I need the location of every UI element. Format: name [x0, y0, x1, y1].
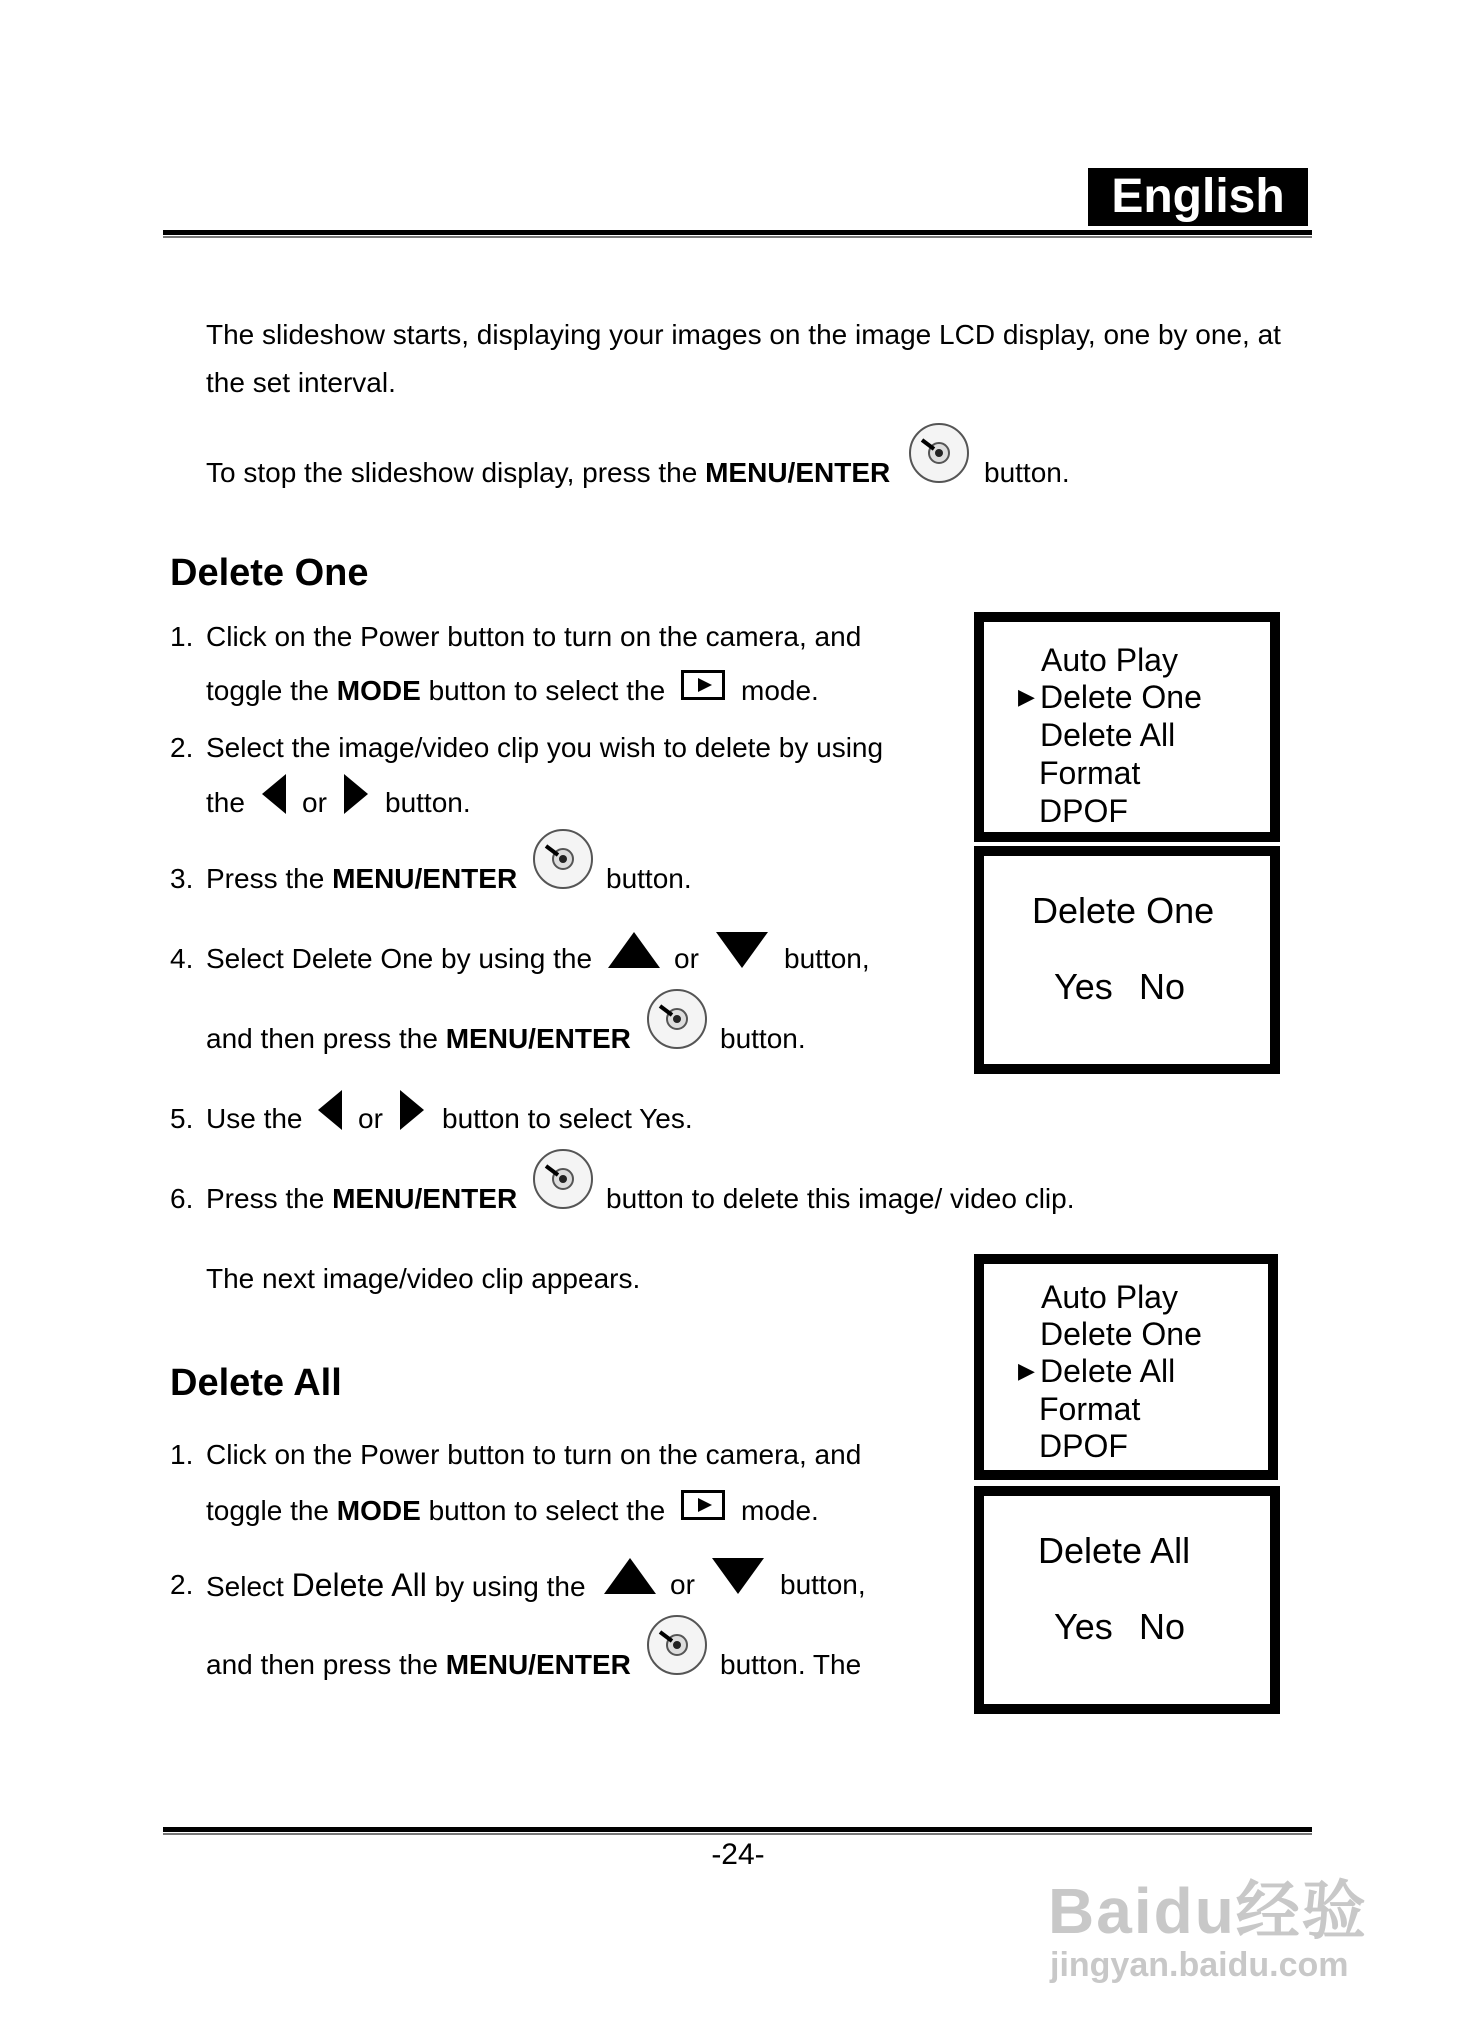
- step-4-post: button,: [784, 943, 870, 974]
- step-4-or: or: [674, 943, 699, 974]
- right-arrow-icon: [344, 774, 368, 814]
- intro-stop-post: button.: [984, 457, 1070, 488]
- lcd-menu-item: DPOF: [1039, 793, 1128, 829]
- step-number: 2.: [170, 732, 194, 763]
- lcd-menu-delete-one: [974, 612, 1280, 842]
- step-5-post: button to select Yes.: [442, 1103, 693, 1134]
- playback-mode-icon: [681, 670, 725, 700]
- step-4-line-2: and then press the MENU/ENTER: [206, 1023, 631, 1054]
- footer-rule: [163, 1827, 1312, 1832]
- watermark-url: jingyan.baidu.com: [1050, 1946, 1349, 1984]
- lcd-menu-item: Auto Play: [1041, 1279, 1178, 1315]
- lcd-menu-item: Delete One: [1040, 1316, 1202, 1352]
- step-6-line-2: The next image/video clip appears.: [206, 1263, 641, 1294]
- section-heading-delete-one: Delete One: [170, 552, 369, 594]
- menu-enter-button-icon: [646, 988, 708, 1050]
- selection-pointer-icon: ▶: [1018, 684, 1035, 709]
- page-number: -24-: [711, 1838, 765, 1871]
- lcd-confirm-delete-one: [974, 846, 1280, 1074]
- lcd-menu-delete-all: [974, 1254, 1278, 1480]
- intro-stop-text: To stop the slideshow display, press the MENU/ENTER: [206, 457, 891, 488]
- step-number: 5.: [170, 1103, 194, 1134]
- step-4-line-2-post: button.: [720, 1023, 806, 1054]
- lcd-confirm-title: Delete All: [1038, 1530, 1191, 1571]
- da-step-2-or: or: [670, 1569, 695, 1600]
- menu-enter-button-icon: [908, 422, 970, 484]
- menu-enter-button-icon: [646, 1614, 708, 1676]
- step-2-line-1: Select the image/video clip you wish to delete by using: [206, 732, 884, 763]
- step-1-line-2: toggle the MODE button to select the: [206, 675, 666, 706]
- lcd-menu-item: Format: [1039, 755, 1141, 791]
- playback-mode-icon: [681, 1490, 725, 1520]
- da-step-1-line-1: Click on the Power button to turn on the camera, and: [206, 1439, 862, 1470]
- step-number: 6.: [170, 1183, 194, 1214]
- lcd-yes-option: Yes: [1054, 1606, 1113, 1647]
- language-badge: English: [1088, 168, 1308, 226]
- step-3-text: Press the MENU/ENTER: [206, 863, 518, 894]
- left-arrow-icon: [262, 774, 286, 814]
- left-arrow-icon: [318, 1090, 342, 1130]
- section-heading-delete-all: Delete All: [170, 1362, 342, 1404]
- lcd-menu-item: Delete All: [1040, 717, 1176, 753]
- down-arrow-icon: [716, 932, 768, 968]
- lcd-menu-item: Delete One: [1040, 679, 1202, 715]
- down-arrow-icon: [712, 1558, 764, 1594]
- lcd-no-option: No: [1139, 966, 1186, 1007]
- up-arrow-icon: [604, 1558, 656, 1594]
- step-6-post: button to delete this image/ video clip.: [606, 1183, 1075, 1214]
- lcd-menu-item: Auto Play: [1041, 642, 1178, 678]
- intro-line-1: The slideshow starts, displaying your images on the image LCD display, one by one, at: [206, 319, 1281, 350]
- step-number: 1.: [170, 1439, 194, 1470]
- step-2-the: the: [206, 787, 245, 818]
- step-2-or: or: [302, 787, 327, 818]
- da-step-1-mode: mode.: [741, 1495, 819, 1526]
- step-3-post: button.: [606, 863, 692, 894]
- step-number: 4.: [170, 943, 194, 974]
- step-4-text: Select Delete One by using the: [206, 943, 593, 974]
- step-1-line-1: Click on the Power button to turn on the camera, and: [206, 621, 862, 652]
- da-step-2-post: button,: [780, 1569, 866, 1600]
- da-step-1-line-2: toggle the MODE button to select the: [206, 1495, 666, 1526]
- right-arrow-icon: [400, 1090, 424, 1130]
- lcd-menu-item: Delete All: [1040, 1353, 1176, 1389]
- lcd-confirm-title: Delete One: [1032, 890, 1215, 931]
- da-step-2-text: Select Delete All by using the: [206, 1567, 586, 1603]
- menu-enter-button-icon: [532, 828, 594, 890]
- footer-rule-shadow: [163, 1833, 1312, 1835]
- header-rule: [163, 230, 1312, 235]
- step-6-text: Press the MENU/ENTER: [206, 1183, 518, 1214]
- da-step-2-line-2-post: button. The: [720, 1649, 862, 1680]
- header-rule-shadow: [163, 236, 1312, 238]
- step-number: 2.: [170, 1569, 194, 1600]
- watermark-logo: Baidu经验: [1048, 1875, 1368, 1947]
- step-5-text: Use the: [206, 1103, 303, 1134]
- menu-enter-label: MENU/ENTER: [705, 457, 891, 488]
- da-step-2-line-2: and then press the MENU/ENTER: [206, 1649, 631, 1680]
- menu-enter-button-icon: [532, 1148, 594, 1210]
- selection-pointer-icon: ▶: [1018, 1358, 1035, 1383]
- step-number: 1.: [170, 621, 194, 652]
- intro-line-2: the set interval.: [206, 367, 396, 398]
- lcd-yes-option: Yes: [1054, 966, 1113, 1007]
- lcd-no-option: No: [1139, 1606, 1186, 1647]
- step-1-mode: mode.: [741, 675, 819, 706]
- lcd-menu-item: DPOF: [1039, 1428, 1128, 1464]
- up-arrow-icon: [608, 932, 660, 968]
- lcd-menu-item: Format: [1039, 1391, 1141, 1427]
- lcd-confirm-delete-all: [974, 1486, 1280, 1714]
- step-2-post: button.: [385, 787, 471, 818]
- step-5-or: or: [358, 1103, 383, 1134]
- step-number: 3.: [170, 863, 194, 894]
